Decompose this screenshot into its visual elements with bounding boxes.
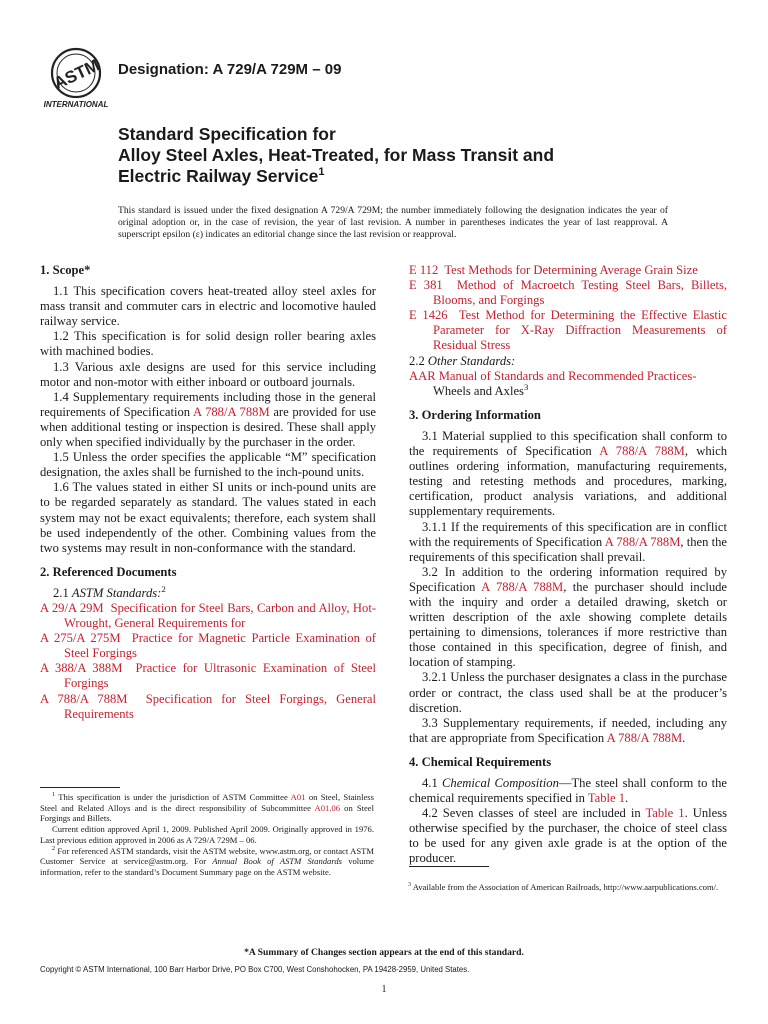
ref-a275[interactable]: A 275/A 275M Practice for Magnetic Particle Examination of Steel Forgings [40, 631, 376, 661]
para-3-1: 3.1 Material supplied to this specification shall conform to the requirements of Specification A 788/A 788M, which outlines ordering information, manufacturing requirements, testing and retesting methods and procedures, marking, certification, product analysis variations, and additional supplementary requirements. [409, 428, 728, 519]
ref-aar[interactable]: AAR Manual of Standards and Recommended Practices- Wheels and Axles$^3$ [409, 368, 697, 398]
issue-notice: This standard is issued under the fixed designation A 729/A 729M; the number immediately following the designation indicates the year of original adoption or, in the case of revision, the year of last revision. A number in parentheses indicates the year of last reapproval. A superscript epsilon (ε) indicates an editorial change since the last revision or reapproval. [118, 205, 668, 241]
left-column [40, 263, 376, 722]
para-4-2: 4.2 Seven classes of steel are included in Table 1. Unless otherwise specified by the purchaser, the choice of steel class to be used for any given axle grade is at the option of the producer. [409, 806, 728, 866]
designation: Designation: A 729/A 729M – 09 [118, 61, 342, 78]
ref-a388[interactable]: A 388/A 388M Practice for Ultrasonic Examination of Steel Forgings [40, 661, 376, 691]
para-3-3: 3.3 Supplementary requirements, if needed, including any that are appropriate from Specification A 788/A 788M. [409, 715, 727, 745]
astm-logo [42, 46, 110, 110]
link-a788[interactable]: A 788/A 788M [193, 404, 270, 419]
ordering-heading: 3. Ordering Information [409, 407, 541, 422]
title-line-1: Standard Specification for [118, 124, 336, 144]
para-3-2: 3.2 In addition to the ordering information required by Specification A 788/A 788M, the purchaser should include with the inquiry and order a detailed drawing, sketch or written description of the axle showing complete details pertaining to dimensions, tolerances if more restrictive than those contained in this specification, degree of finish, and location of stamping. [409, 564, 727, 670]
copyright: Copyright © ASTM International, 100 Barr Harbor Drive, PO Box C700, West Conshohocken, PA 19428-2959, United States. [40, 965, 470, 974]
link-table-1[interactable]: Table 1 [645, 806, 685, 821]
referenced-heading: 2. Referenced Documents [40, 564, 177, 579]
astm-standards-label: 2.1 ASTM Standards:$^2$ [53, 583, 166, 600]
scope-heading: 1. Scope* [40, 263, 91, 277]
title-line-2: Alloy Steel Axles, Heat-Treated, for Mass Transit and [118, 145, 555, 165]
footnote-3: $^3$ Available from the Association of American Railroads, http://www.aarpublications.com/. [408, 881, 719, 892]
footnotes [40, 792, 374, 878]
svg-text:ASTM: ASTM [50, 55, 103, 94]
footnote-rule [409, 866, 489, 867]
link-a788[interactable]: A 788/A 788M [599, 444, 685, 459]
link-a01[interactable]: A01 [290, 792, 306, 802]
ref-e381[interactable]: E 381 Method of Macroetch Testing Steel Bars, Billets, Blooms, and Forgings [409, 278, 727, 308]
ref-a788[interactable]: A 788/A 788M Specification for Steel Forgings, General Requirements [40, 691, 377, 721]
footnote-rule [40, 787, 120, 788]
title-footnote-mark: 1 [318, 166, 325, 179]
link-a788[interactable]: A 788/A 788M [606, 730, 683, 745]
footnote-1-edition: Current edition approved April 1, 2009. Published April 2009. Originally approved in 1976. Last previous edition approved in 2006 as A 729/A 729M – 06. [40, 824, 374, 845]
link-a788[interactable]: A 788/A 788M [604, 534, 681, 549]
link-a788[interactable]: A 788/A 788M [481, 579, 564, 594]
summary-note: *A Summary of Changes section appears at the end of this standard. [244, 947, 524, 958]
right-column [409, 263, 727, 867]
document-title [118, 124, 554, 187]
para-1-6: 1.6 The values stated in either SI units or inch-pound units are to be regarded separately as standard. The values stated in each system may not be exact equivalents; therefore, each system shall be used independently of the other. Combining values from the two systems may result in non-conformance with the standard. [40, 480, 376, 555]
para-1-3: 1.3 Various axle designs are used for this service including motor and non-motor with either inboard or outboard journals. [40, 359, 376, 389]
para-3-1-1: 3.1.1 If the requirements of this specification are in conflict with the requirements of Specification A 788/A 788M, then the requirements of this specification shall prevail. [409, 519, 728, 564]
ref-a29[interactable]: A 29/A 29M Specification for Steel Bars, Carbon and Alloy, Hot-Wrought, General Requirements for [40, 600, 377, 631]
ref-e1426[interactable]: E 1426 Test Method for Determining the Effective Elastic Parameter for X-Ray Diffraction Measurements of Residual Stress [409, 308, 728, 353]
para-3-2-1: 3.2.1 Unless the purchaser designates a class in the purchase order or contract, the class used shall be at the producer’s discretion. [409, 670, 727, 715]
link-a01-06[interactable]: A01.06 [314, 802, 341, 813]
para-1-1: 1.1 This specification covers heat-treated alloy steel axles for mass transit and commuter cars in electric and locomotive hauled railway service. [40, 284, 376, 329]
page-number: 1 [381, 984, 387, 995]
para-4-1: 4.1 Chemical Composition—The steel shall conform to the chemical requirements specified in Table 1. [409, 776, 728, 806]
other-standards-label: 2.2 Other Standards: [409, 353, 516, 368]
ref-e112[interactable]: E 112 Test Methods for Determining Average Grain Size [409, 263, 698, 277]
footnote-2: $^2$ For referenced ASTM standards, visit the ASTM website, www.astm.org, or contact ASTM Customer Service at service@astm.org. For Annual Book of ASTM Standards volume information, refer to the standard’s Document Summary page on the ASTM website. [40, 845, 374, 877]
footnote-1: $^1$ This specification is under the jurisdiction of ASTM Committee A01 on Steel, Stainless Steel and Related Alloys and is the direct responsibility of Subcommittee A01.06 on Steel Forgings and Billets. [40, 792, 375, 824]
title-line-3: Electric Railway Service [118, 166, 319, 186]
para-1-5: 1.5 Unless the order specifies the applicable “M” specification designation, the axles shall be furnished to the inch-pound units. [40, 450, 376, 480]
para-1-2: 1.2 This specification is for solid design roller bearing axles with machined bodies. [40, 329, 376, 359]
link-table-1[interactable]: Table 1 [587, 791, 626, 806]
chemical-heading: 4. Chemical Requirements [409, 754, 552, 769]
para-1-4: 1.4 Supplementary requirements including those in the general requirements of Specification A 788/A 788M are provided for use when additional testing or inspection is desired. These shall apply only when specified individually by the purchaser in the order. [40, 389, 376, 450]
logo-text: INTERNATIONAL [43, 100, 109, 109]
